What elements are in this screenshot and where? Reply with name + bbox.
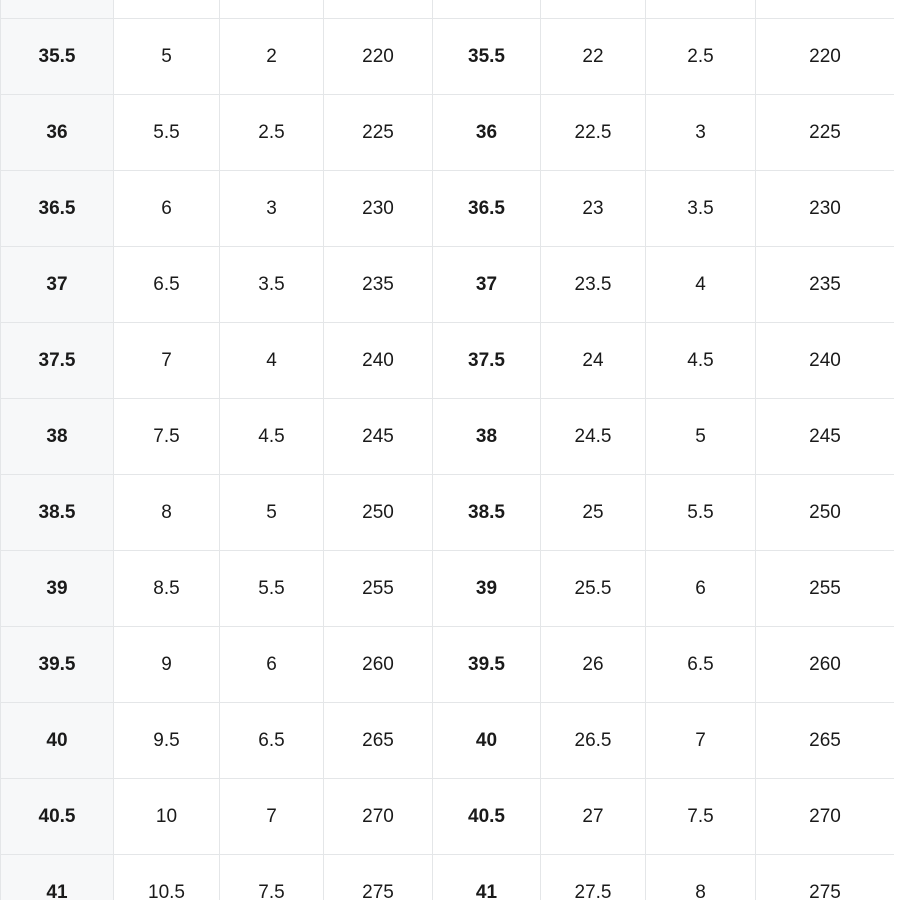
table-cell: 26 [541, 627, 646, 703]
table-cell: 37 [433, 247, 541, 323]
table-cell: 6.5 [114, 247, 220, 323]
table-cell: 40 [433, 703, 541, 779]
table-cell: 3 [646, 95, 756, 171]
table-cell: 235 [756, 247, 895, 323]
table-cell: 5.5 [646, 475, 756, 551]
table-row [1, 0, 895, 19]
table-cell: 41 [1, 855, 114, 900]
table-cell: 7.5 [646, 779, 756, 855]
table-cell: 275 [756, 855, 895, 900]
table-cell: 3.5 [220, 247, 324, 323]
table-cell: 255 [324, 551, 433, 627]
table-cell: 265 [756, 703, 895, 779]
table-cell: 6 [646, 551, 756, 627]
table-cell: 4.5 [646, 323, 756, 399]
table-cell: 7 [220, 779, 324, 855]
table-cell: 6.5 [646, 627, 756, 703]
table-cell: 41 [433, 855, 541, 900]
table-cell: 250 [756, 475, 895, 551]
table-cell: 27.5 [541, 855, 646, 900]
table-cell: 230 [756, 171, 895, 247]
table-cell: 5 [646, 399, 756, 475]
table-cell [433, 0, 541, 19]
table-row [1, 399, 895, 475]
table-cell [1, 0, 114, 19]
table-row [1, 703, 895, 779]
table-cell: 260 [756, 627, 895, 703]
table-cell: 8 [114, 475, 220, 551]
table-cell: 225 [324, 95, 433, 171]
table-cell: 24.5 [541, 399, 646, 475]
table-cell: 26.5 [541, 703, 646, 779]
table-cell: 5.5 [114, 95, 220, 171]
table-cell: 24 [541, 323, 646, 399]
table-cell: 8.5 [114, 551, 220, 627]
table-cell: 38 [1, 399, 114, 475]
table-cell: 4 [220, 323, 324, 399]
table-row [1, 171, 895, 247]
table-cell: 225 [756, 95, 895, 171]
table-cell: 22.5 [541, 95, 646, 171]
table-cell: 250 [324, 475, 433, 551]
table-cell: 7 [114, 323, 220, 399]
table-cell: 37.5 [1, 323, 114, 399]
table-cell: 2.5 [220, 95, 324, 171]
table-cell: 25 [541, 475, 646, 551]
table-cell [220, 0, 324, 19]
table-cell: 270 [756, 779, 895, 855]
table-cell: 7 [646, 703, 756, 779]
table-row [1, 247, 895, 323]
table-cell: 23.5 [541, 247, 646, 323]
table-cell: 9.5 [114, 703, 220, 779]
table-cell: 36.5 [433, 171, 541, 247]
table-cell: 38.5 [1, 475, 114, 551]
table-cell: 10 [114, 779, 220, 855]
table-cell: 6 [220, 627, 324, 703]
table-cell: 6.5 [220, 703, 324, 779]
table-cell: 36 [1, 95, 114, 171]
table-cell [646, 0, 756, 19]
page-right-margin [894, 0, 900, 900]
table-cell: 39.5 [1, 627, 114, 703]
table-cell: 23 [541, 171, 646, 247]
table-cell: 3 [220, 171, 324, 247]
table-body [1, 0, 895, 900]
table-row [1, 475, 895, 551]
table-cell: 35.5 [1, 19, 114, 95]
table-cell: 235 [324, 247, 433, 323]
table-cell: 10.5 [114, 855, 220, 900]
table-cell: 270 [324, 779, 433, 855]
table-cell: 4.5 [220, 399, 324, 475]
table-row [1, 627, 895, 703]
table-cell: 230 [324, 171, 433, 247]
table-cell: 2 [220, 19, 324, 95]
table-cell: 275 [324, 855, 433, 900]
table-cell: 27 [541, 779, 646, 855]
table-cell: 220 [756, 19, 895, 95]
table-cell: 35.5 [433, 19, 541, 95]
table-cell: 5.5 [220, 551, 324, 627]
table-cell [541, 0, 646, 19]
table-cell: 37.5 [433, 323, 541, 399]
table-cell: 7.5 [220, 855, 324, 900]
table-cell [324, 0, 433, 19]
table-cell: 8 [646, 855, 756, 900]
table-cell: 36 [433, 95, 541, 171]
table-cell: 22 [541, 19, 646, 95]
table-cell: 245 [324, 399, 433, 475]
table-cell: 25.5 [541, 551, 646, 627]
table-cell: 240 [756, 323, 895, 399]
table-cell: 40 [1, 703, 114, 779]
table-row [1, 95, 895, 171]
table-cell: 38.5 [433, 475, 541, 551]
table-cell: 4 [646, 247, 756, 323]
table-cell: 5 [220, 475, 324, 551]
table-row [1, 323, 895, 399]
table-cell: 39 [1, 551, 114, 627]
table-cell: 40.5 [433, 779, 541, 855]
table-cell: 5 [114, 19, 220, 95]
table-cell: 39 [433, 551, 541, 627]
table-cell: 220 [324, 19, 433, 95]
table-cell [756, 0, 895, 19]
table-row [1, 779, 895, 855]
table-row [1, 551, 895, 627]
table-cell: 37 [1, 247, 114, 323]
table-cell: 240 [324, 323, 433, 399]
table-cell: 255 [756, 551, 895, 627]
table-cell: 245 [756, 399, 895, 475]
table-cell: 40.5 [1, 779, 114, 855]
table-cell: 9 [114, 627, 220, 703]
table-cell: 36.5 [1, 171, 114, 247]
table-cell: 260 [324, 627, 433, 703]
table-cell [114, 0, 220, 19]
table-row [1, 855, 895, 900]
table-cell: 3.5 [646, 171, 756, 247]
table-cell: 2.5 [646, 19, 756, 95]
table-cell: 7.5 [114, 399, 220, 475]
table-cell: 38 [433, 399, 541, 475]
table-cell: 6 [114, 171, 220, 247]
table-cell: 39.5 [433, 627, 541, 703]
table-row [1, 19, 895, 95]
table-cell: 265 [324, 703, 433, 779]
